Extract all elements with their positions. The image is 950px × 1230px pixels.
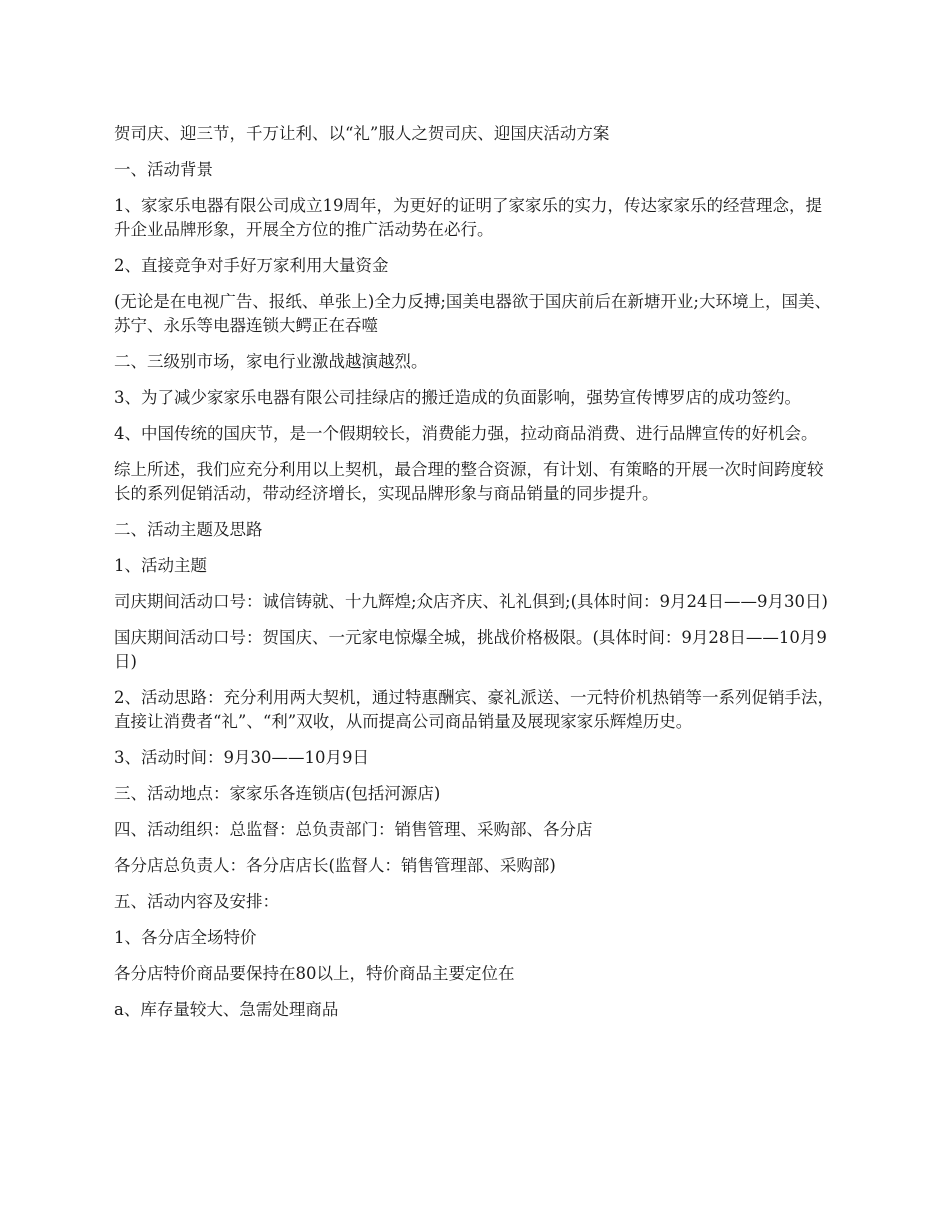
paragraph-approach: 2、活动思路：充分利用两大契机，通过特惠酬宾、豪礼派送、一元特价机热销等一系列促销手法，直接让消费者“礼”、“利”双收，从而提高公司商品销量及展现家家乐辉煌历史。 xyxy=(114,688,834,731)
section-heading-background: 一、活动背景 xyxy=(114,160,213,179)
paragraph-slogan-anniversary: 司庆期间活动口号：诚信铸就、十九辉煌;众店齐庆、礼礼俱到;(具体时间：9月24日——9月30日) xyxy=(114,592,828,611)
paragraph: 2、直接竞争对手好万家利用大量资金 xyxy=(114,256,389,275)
section-heading-theme: 二、活动主题及思路 xyxy=(114,520,263,539)
paragraph: 1、家家乐电器有限公司成立19周年，为更好的证明了家家乐的实力，传达家家乐的经营理念，提升企业品牌形象，开展全方位的推广活动势在必行。 xyxy=(114,196,822,239)
paragraph-slogan-national-day: 国庆期间活动口号：贺国庆、一元家电惊爆全城，挑战价格极限。(具体时间：9月28日——10月9日) xyxy=(114,628,827,671)
section-heading-content: 五、活动内容及安排： xyxy=(114,892,279,911)
subheading-special-price: 1、各分店全场特价 xyxy=(114,928,257,947)
document-title: 贺司庆、迎三节，千万让利、以“礼”服人之贺司庆、迎国庆活动方案 xyxy=(114,124,610,143)
paragraph: 3、为了减少家家乐电器有限公司挂绿店的搬迁造成的负面影响，强势宣传博罗店的成功签约。 xyxy=(114,388,801,407)
subheading-theme: 1、活动主题 xyxy=(114,556,207,575)
paragraph: 二、三级别市场，家电行业激战越演越烈。 xyxy=(114,352,428,371)
paragraph: 各分店特价商品要保持在80以上，特价商品主要定位在 xyxy=(114,964,515,983)
section-heading-organization: 四、活动组织：总监督：总负责部门：销售管理、采购部、各分店 xyxy=(114,820,593,839)
paragraph: 4、中国传统的国庆节，是一个假期较长，消费能力强，拉动商品消费、进行品牌宣传的好机会。 xyxy=(114,424,818,443)
paragraph: (无论是在电视广告、报纸、单张上)全力反搏;国美电器欲于国庆前后在新塘开业;大环境上，国美、苏宁、永乐等电器连锁大鳄正在吞噬 xyxy=(114,292,831,335)
paragraph-branch-managers: 各分店总负责人：各分店店长(监督人：销售管理部、采购部) xyxy=(114,856,556,875)
paragraph-summary: 综上所述，我们应充分利用以上契机，最合理的整合资源，有计划、有策略的开展一次时间跨度较长的系列促销活动，带动经济增长，实现品牌形象与商品销量的同步提升。 xyxy=(114,460,824,503)
list-item: a、库存量较大、急需处理商品 xyxy=(114,1000,339,1019)
document-page xyxy=(114,122,834,1034)
section-heading-location: 三、活动地点：家家乐各连锁店(包括河源店) xyxy=(114,784,441,803)
paragraph-time: 3、活动时间：9月30——10月9日 xyxy=(114,748,369,767)
